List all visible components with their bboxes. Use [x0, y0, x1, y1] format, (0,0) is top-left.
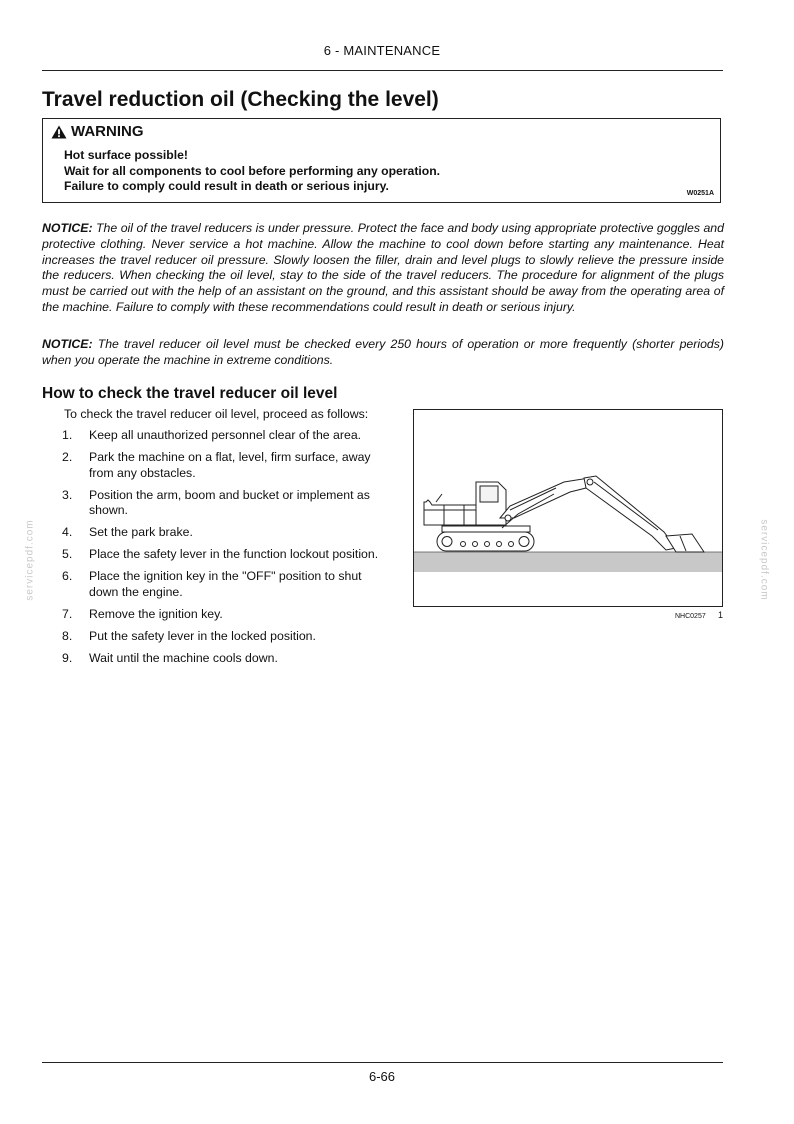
warning-heading-text: WARNING — [71, 123, 144, 140]
warning-heading — [51, 123, 144, 140]
warning-line: Hot surface possible! — [64, 148, 188, 162]
procedure-steps — [62, 428, 384, 673]
step-text: Wait until the machine cools down. — [89, 650, 278, 665]
step-item — [62, 488, 384, 519]
step-number: 3. — [62, 487, 73, 502]
step-item — [62, 547, 384, 563]
notice-label: NOTICE: — [42, 337, 93, 351]
step-item — [62, 525, 384, 541]
header-rule — [42, 70, 723, 71]
step-text: Remove the ignition key. — [89, 606, 223, 621]
step-text: Set the park brake. — [89, 525, 193, 539]
step-text: Place the safety lever in the function lockout position. — [89, 547, 379, 561]
warning-triangle-icon — [51, 125, 67, 139]
warning-text — [64, 148, 440, 195]
step-item — [62, 651, 384, 667]
step-number: 8. — [62, 628, 73, 643]
notice-pressure — [42, 221, 724, 316]
step-number: 7. — [62, 606, 73, 621]
step-text: Park the machine on a flat, level, firm surface, away from any obstacles. — [89, 450, 371, 480]
figure-number: 1 — [718, 610, 724, 620]
running-header: 6 - MAINTENANCE — [323, 43, 441, 58]
page-title: Travel reduction oil (Checking the level) — [42, 88, 439, 111]
step-number: 4. — [62, 525, 73, 539]
warning-box — [42, 118, 721, 203]
figure-code: NHC0257 — [675, 613, 706, 620]
notice-text: The oil of the travel reducers is under pressure. Protect the face and body using appropriate protective goggles and protective clothing. Never service a hot machine. Allow the machine to cool down before starting any maintenance. Heat increases the travel reducer oil pressure. Slowly loosen the filler, drain and level plugs to slowly relieve the pressure inside the reducers. When checking the oil level, stay to the side of the travel reducers. The procedure for alignment of the plugs must be carried out with the help of an assistant on the ground, and this assistant should be away from the operating area of the machine. Failure to comply with these recommendations could result in death or serious injury. — [42, 221, 724, 314]
ground-strip — [414, 552, 722, 572]
watermark-left: servicepdf.com — [24, 519, 36, 601]
warning-line: Failure to comply could result in death or serious injury. — [64, 179, 389, 193]
step-text: Position the arm, boom and bucket or implement as shown. — [89, 487, 370, 517]
arm — [584, 476, 676, 550]
step-number: 1. — [62, 428, 73, 442]
step-number: 5. — [62, 547, 73, 561]
step-item — [62, 569, 384, 600]
excavator-illustration — [414, 410, 722, 606]
excavator-figure — [413, 409, 723, 607]
boom — [500, 478, 594, 528]
step-number: 9. — [62, 650, 73, 665]
notice-text: The travel reducer oil level must be checked every 250 hours of operation or more frequently (shorter periods) when you operate the machine in extreme conditions. — [42, 337, 724, 367]
warning-code: W0251A — [686, 190, 714, 197]
footer-rule — [42, 1062, 723, 1063]
notice-interval — [42, 337, 724, 369]
page-number: 6-66 — [368, 1069, 396, 1084]
procedure-intro: To check the travel reducer oil level, proceed as follows: — [64, 407, 369, 421]
step-item — [62, 607, 384, 623]
crawler-track — [437, 532, 534, 551]
watermark-right: servicepdf.com — [758, 519, 770, 601]
notice-label: NOTICE: — [42, 221, 93, 235]
step-item — [62, 629, 384, 645]
step-item — [62, 450, 384, 481]
step-text: Keep all unauthorized personnel clear of the area. — [89, 428, 362, 442]
step-number: 6. — [62, 569, 73, 583]
step-item — [62, 428, 384, 444]
step-text: Place the ignition key in the "OFF" position to shut down the engine. — [89, 569, 362, 599]
step-text: Put the safety lever in the locked position. — [89, 628, 316, 643]
procedure-heading: How to check the travel reducer oil level — [42, 385, 338, 402]
step-number: 2. — [62, 450, 73, 464]
warning-line: Wait for all components to cool before performing any operation. — [64, 163, 441, 178]
